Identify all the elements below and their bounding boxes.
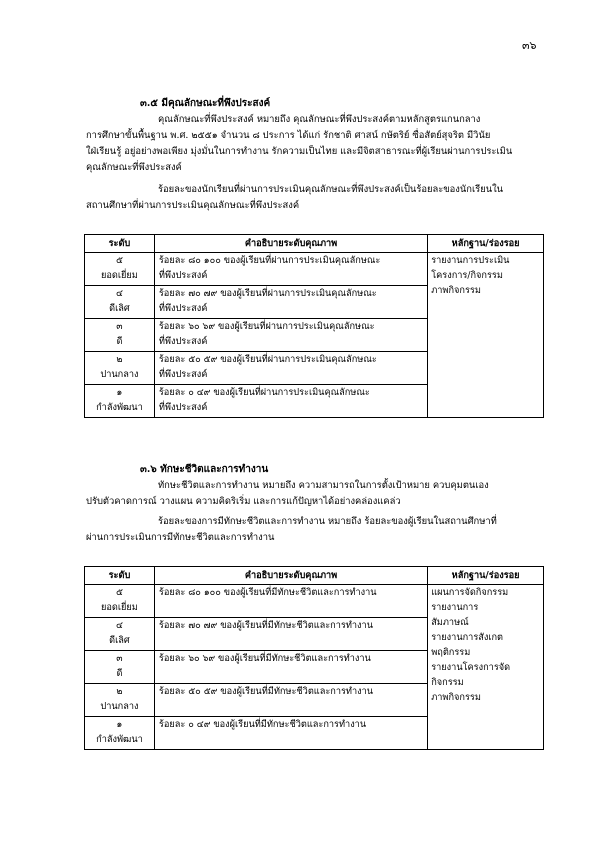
text-line: ปรับตัวคาดการณ์ วางแผน ความคิดริเริ่ม และการแก้ปัญหาได้อย่างคล่องแคล่ว (86, 496, 401, 507)
description-cell: ร้อยละ ๐ ๔๙ ของผู้เรียนที่ผ่านการประเมินคุณลักษณะ ที่พึงประสงค์ (154, 385, 427, 418)
text-line: ร้อยละของนักเรียนที่ผ่านการประเมินคุณลักษณะที่พึงประสงค์เป็นร้อยละของนักเรียนใน (158, 184, 504, 195)
description-cell: ร้อยละ ๖๐ ๖๙ ของผู้เรียนที่ผ่านการประเมินคุณลักษณะ ที่พึงประสงค์ (154, 319, 427, 352)
level-cell: ๔ ดีเลิศ (85, 618, 155, 651)
text-line: คุณลักษณะที่พึงประสงค์ หมายถึง คุณลักษณะที่พึงประสงค์ตามหลักสูตรแกนกลาง (158, 114, 481, 125)
level-cell: ๔ ดีเลิศ (85, 286, 155, 319)
header-level: ระดับ (85, 235, 155, 253)
header-level: ระดับ (85, 567, 155, 585)
text-line: ผ่านการประเมินการมีทักษะชีวิตและการทำงาน (86, 532, 275, 543)
level-cell: ๑ กำลังพัฒนา (85, 717, 155, 750)
page-number: ๓๖ (522, 39, 537, 52)
text-line: สถานศึกษาที่ผ่านการประเมินคุณลักษณะที่พึงประสงค์ (86, 200, 300, 211)
quality-table-3-6 (84, 566, 544, 750)
description-cell: ร้อยละ ๐ ๔๙ ของผู้เรียนที่มีทักษะชีวิตและการทำงาน (154, 717, 427, 750)
quality-table-3-5 (84, 234, 544, 418)
text-line: ร้อยละของการมีทักษะชีวิตและการทำงาน หมายถึง ร้อยละของผู้เรียนในสถานศึกษาที่ (158, 516, 497, 527)
section-3-6-definition (86, 478, 540, 510)
header-description: คำอธิบายระดับคุณภาพ (154, 567, 427, 585)
text-line: ใฝ่เรียนรู้ อยู่อย่างพอเพียง มุ่งมั่นในการทำงาน รักความเป็นไทย และมีจิตสาธารณะที่ผู้เรียนผ่านการประเมิน (86, 146, 513, 157)
section-heading-3-6: ๓.๖ ทักษะชีวิตและการทำงาน (140, 464, 269, 475)
description-cell: ร้อยละ ๕๐ ๕๙ ของผู้เรียนที่มีทักษะชีวิตและการทำงาน (154, 684, 427, 717)
evidence-cell: รายงานการประเมิน โครงการ/กิจกรรม ภาพกิจกรรม (428, 253, 544, 418)
level-cell: ๓ ดี (85, 651, 155, 684)
description-cell: ร้อยละ ๗๐ ๗๙ ของผู้เรียนที่ผ่านการประเมินคุณลักษณะ ที่พึงประสงค์ (154, 286, 427, 319)
description-cell: ร้อยละ ๖๐ ๖๙ ของผู้เรียนที่มีทักษะชีวิตและการทำงาน (154, 651, 427, 684)
header-description: คำอธิบายระดับคุณภาพ (154, 235, 427, 253)
section-3-6-indicator (86, 514, 540, 546)
table-row (85, 585, 544, 618)
description-cell: ร้อยละ ๘๐ ๑๐๐ ของผู้เรียนที่มีทักษะชีวิตและการทำงาน (154, 585, 427, 618)
section-3-5-definition (86, 112, 540, 176)
level-cell: ๒ ปานกลาง (85, 684, 155, 717)
header-evidence: หลักฐาน/ร่องรอย (428, 567, 544, 585)
text-line: คุณลักษณะที่พึงประสงค์ (86, 162, 182, 173)
description-cell: ร้อยละ ๗๐ ๗๙ ของผู้เรียนที่มีทักษะชีวิตและการทำงาน (154, 618, 427, 651)
text-line: ทักษะชีวิตและการทำงาน หมายถึง ความสามารถในการตั้งเป้าหมาย ควบคุมตนเอง (158, 480, 489, 491)
section-3-5-indicator (86, 182, 540, 214)
level-cell: ๕ ยอดเยี่ยม (85, 585, 155, 618)
level-cell: ๓ ดี (85, 319, 155, 352)
table-row (85, 253, 544, 286)
evidence-cell: แผนการจัดกิจกรรม รายงานการ สัมภาษณ์ รายงานการสังเกต พฤติกรรม รายงานโครงการจัด กิจกรรม ภาพกิจกรรม (428, 585, 544, 750)
level-cell: ๕ ยอดเยี่ยม (85, 253, 155, 286)
description-cell: ร้อยละ ๘๐ ๑๐๐ ของผู้เรียนที่ผ่านการประเมินคุณลักษณะ ที่พึงประสงค์ (154, 253, 427, 286)
section-heading-3-5: ๓.๕ มีคุณลักษณะที่พึงประสงค์ (140, 98, 271, 109)
text-line: การศึกษาขั้นพื้นฐาน พ.ศ. ๒๕๕๑ จำนวน ๘ ประการ ได้แก่ รักชาติ ศาสน์ กษัตริย์ ซื่อสัตย์สุจริต มีวินัย (86, 130, 491, 141)
level-cell: ๑ กำลังพัฒนา (85, 385, 155, 418)
header-evidence: หลักฐาน/ร่องรอย (428, 235, 544, 253)
level-cell: ๒ ปานกลาง (85, 352, 155, 385)
description-cell: ร้อยละ ๕๐ ๕๙ ของผู้เรียนที่ผ่านการประเมินคุณลักษณะ ที่พึงประสงค์ (154, 352, 427, 385)
